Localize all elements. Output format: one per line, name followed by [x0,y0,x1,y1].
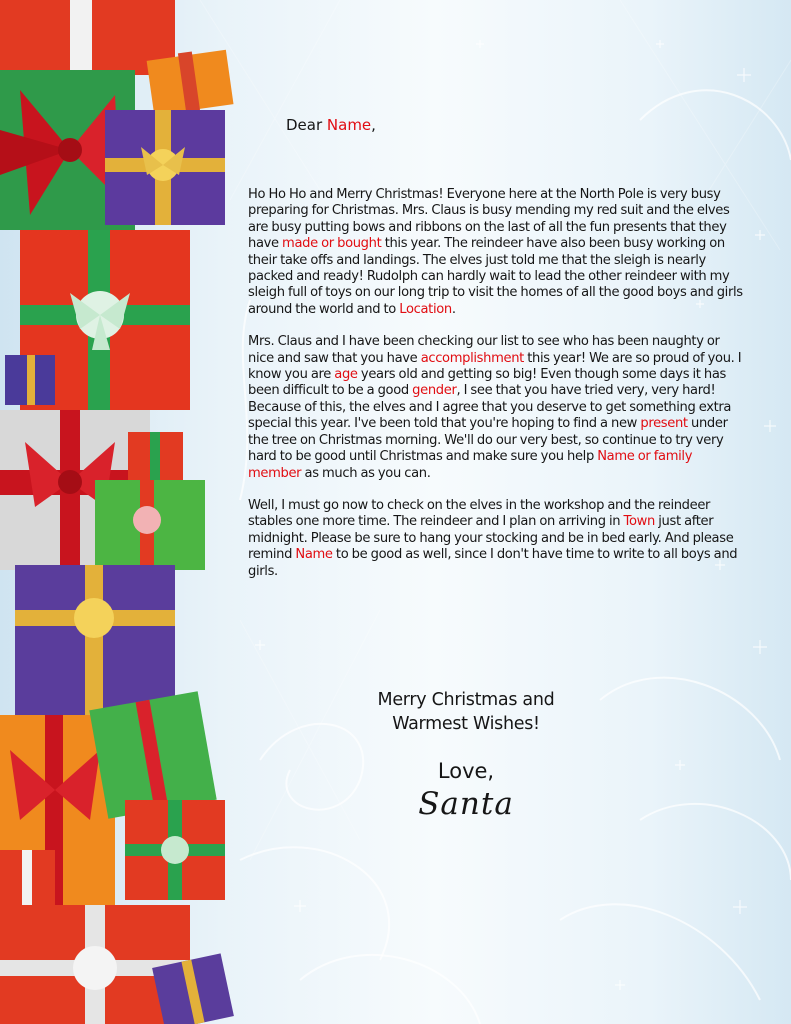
love-line: Love, [437,759,495,783]
closing-line-2: Warmest Wishes! [392,714,540,734]
greeting: Dear Name, [286,116,376,134]
placeholder-present: present [640,416,688,432]
placeholder-name: Name [326,116,372,134]
paragraph-1: Ho Ho Ho and Merry Christmas! Everyone here at the North Pole is very busy preparing for Christmas. Mrs. Claus is busy mending my red suit and the elves are busy putting bows and ribbons on the last of all the fun presents that they have made or bought this year. The reindeer have also been busy working on their take offs and landings. The elves just told me that the sleigh is nearly packed and ready! Rudolph can hardly wait to lead the other reindeer with my sleigh full of toys on our long trip to visit the homes of all the good boys and girls around the world and to Location. [248,187,743,317]
signature: Santa [418,786,514,822]
placeholder-age: age [334,367,358,383]
paragraph-2: Mrs. Claus and I have been checking our list to see who has been naughty or nice and saw that you have accomplishment this year! We are so proud of you. I know you are age years old and getting so big! Even though some days it has been difficult to be a good gender, I see that you have tried very, very hard! Because of this, the elves and I agree that you deserve to get something extra special this year. I've been told that you're hoping to find a new present under the tree on Christmas morning. We'll do our very best, so continue to try very hard to be good until Christmas and make sure you help Name or family member as much as you can. [248,334,742,481]
placeholder-location: Location [399,301,452,317]
letter-body [248,187,748,596]
placeholder-town: Town [623,514,655,530]
placeholder-made-or-bought: made or bought [282,236,382,252]
gift-boxes-border [0,0,240,1024]
placeholder-gender: gender [412,383,457,399]
closing-line-1: Merry Christmas and [377,690,555,710]
placeholder-name-or-family-member: Name or family member [248,449,693,481]
placeholder-name-2: Name [295,547,333,563]
closing [328,688,604,736]
paragraph-3: Well, I must go now to check on the elves in the workshop and the reindeer stables one more time. The reindeer and I plan on arriving in Town just after midnight. Please be sure to hang your stocking and be in bed early. And please remind Name to be good as well, since I don't have time to write to all boys and girls. [248,497,738,579]
letter-content [248,0,748,1024]
placeholder-accomplishment: accomplishment [420,350,524,366]
